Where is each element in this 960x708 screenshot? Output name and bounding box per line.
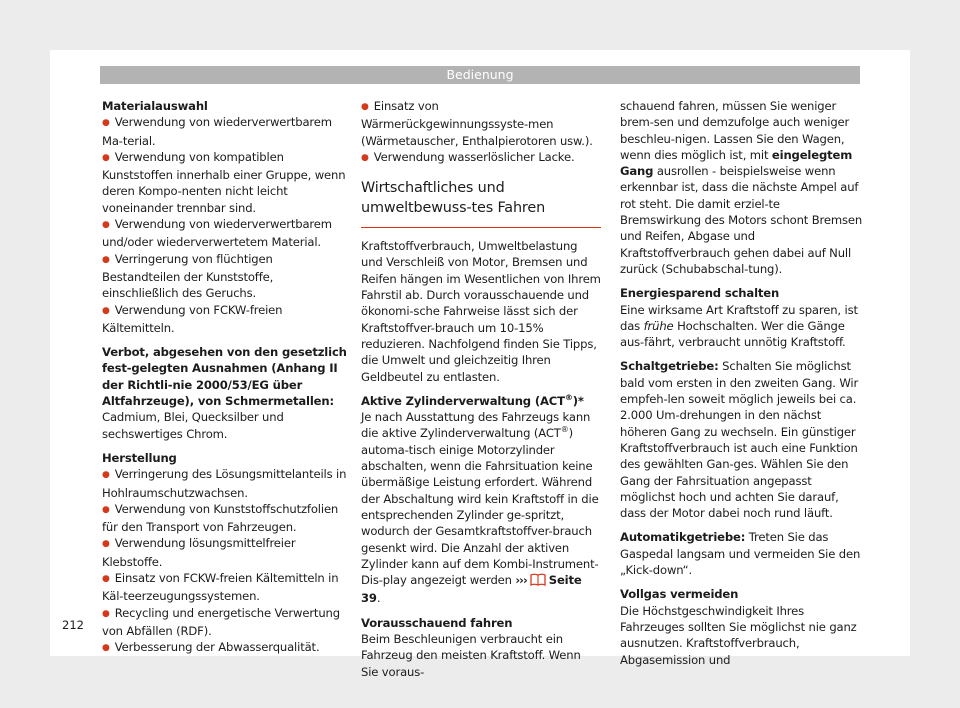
manual-text: Schalten Sie möglichst bald vom ersten in den zweiten Gang. Wir empfeh-len soweit möglich jeweils bei ca. 2.000 Um-drehungen in den nächst höheren Gang zu wechseln. Ein günstiger Kraftstoffverbrauch ist auch eine Funktion des gewählten Gan-ges. Wählen Sie den Gang der Fahrsituation angepasst möglichst hoch und achten Sie darauf, dass der Motor dabei noch rund läuft. [620,359,859,521]
coasting-paragraph [620,98,864,277]
manual-label: Schaltgetriebe: [620,359,719,374]
list-item: ● Verwendung von wiederverwertbarem und/oder wiederverwertetem Material. [102,216,348,251]
automatic-text: Treten Sie das Gaspedal langsam und vermeiden Sie den „Kick-down“. [620,530,861,578]
production-list [102,466,348,657]
act-paragraph [361,409,601,607]
act-heading-text: Aktive Zylinderverwaltung (ACT [361,393,565,408]
list-item: ● Verringerung des Lösungsmittelanteils in Hohlraumschutzwachsen. [102,466,348,501]
act-text-1: Je nach Ausstattung des Fahrzeugs kann die aktive Zylinderverwaltung (ACT [361,410,591,441]
list-item: ● Recycling und energetische Verwertung von Abfällen (RDF). [102,605,348,640]
coasting-bold: eingelegtem Gang [620,147,853,179]
intro-paragraph: Kraftstoffverbrauch, Umweltbelastung und Verschleiß von Motor, Bremsen und Reifen hängen im Wesentlichen von Ihrem Fahrstil ab. Durch vorausschauende und ökonomi-sche Fahrweise lässt sich der Kraftstoffver-brauch um 10-15% reduzieren. Nachfolgend finden Sie Tipps, die Umwelt und gleichzeitig Ihren Geldbeutel zu entlasten. [361,239,601,384]
list-item: ● Verwendung von kompatiblen Kunststoffen innerhalb einer Gruppe, wenn deren Kompo-nenten nicht leicht voneinander trennbar sind. [102,149,348,216]
list-item: ● Verringerung von flüchtigen Bestandteilen der Kunststoffe, einschließlich des Geruchs. [102,251,348,302]
heading-full-throttle: Vollgas vermeiden [620,587,739,602]
registered-mark: ® [564,393,573,402]
manual-paragraph [620,358,864,521]
page-reference-link[interactable]: Seite 39 [361,573,582,606]
column-right [620,98,864,676]
ref-end: . [376,591,381,606]
list-item: ● Verwendung von wiederverwertbarem Ma-terial. [102,114,348,149]
page-number: 212 [62,618,84,632]
forward-paragraph: Beim Beschleunigen verbraucht ein Fahrzeug den meisten Kraftstoff. Wenn Sie voraus- [361,632,581,679]
list-item: ● Verwendung lösungsmittelfreier Klebstoffe. [102,535,348,570]
section-title: Wirtschaftliches und umweltbewuss-tes Fahren [361,179,601,228]
energy-text-a: Eine wirksame Art Kraftstoff zu sparen, ist das [620,302,858,333]
list-item: ● Verwendung von Kunststoffschutzfolien für den Transport von Fahrzeugen. [102,501,348,536]
ban-paragraph [102,344,348,442]
heading-act [361,393,601,409]
heading-forward: Vorausschauend fahren [361,615,513,630]
registered-mark: ® [560,425,569,435]
coasting-text-b: ausrollen - beispielsweise wenn erkennbar ist, dass die nächste Ampel auf rot steht. Die damit erziel-te Bremswirkung des Motors schont Bremsen und Reifen, Abgase und Kraftstoffverbrauch gehen dabei auf Null zurück (Schubabschal-tung). [620,164,863,276]
act-heading-end: )* [572,393,584,408]
list-item: ● Einsatz von FCKW-freien Kältemitteln in Käl-teerzeugungssystemen. [102,570,348,605]
act-text-2: ) automa-tisch einige Motorzylinder abschalten, wenn die Fahrsituation keine übermäßige Leistung erfordert. Während der Abschaltung wird kein Kraftstoff in die entsprechenden Zylinder ge-spritzt, wodurch der Gesamtkraftstoffver-brauch gesenkt wird. Die Anzahl der aktiven Zylinder kann auf dem Kombi-Instrument-Dis-play angezeigt werden [361,426,599,588]
list-item: ● Einsatz von Wärmerückgewinnungssyste-men (Wärmetauscher, Enthalpierotoren usw.). [361,98,601,149]
energy-paragraph [620,302,864,351]
running-header [100,66,860,84]
reference-arrows: ››› [515,573,527,588]
heading-materialauswahl: Materialauswahl [102,99,208,113]
automatic-paragraph [620,529,864,578]
energy-italic: frühe [643,318,674,333]
list-item: ● Verbesserung der Abwasserqualität. [102,639,348,657]
full-throttle-paragraph: Die Höchstgeschwindigkeit Ihres Fahrzeuges sollten Sie möglichst nie ganz ausnutzen. Kraftstoffverbrauch, Abgasemission und [620,603,857,667]
heading-herstellung: Herstellung [102,450,177,465]
coasting-text-a: schauend fahren, müssen Sie weniger brem-sen und demzufolge auch weniger beschleu-nigen. Lassen Sie den Wagen, wenn dies möglich ist, mit [620,99,850,162]
column-middle [361,98,601,688]
energy-text-b: Hochschalten. Wer die Gänge aus-fährt, verbraucht unnötig Kraftstoff. [620,318,846,350]
heading-energy-shift: Energiesparend schalten [620,286,780,301]
ban-bold: Verbot, abgesehen von den gesetzlich fest-gelegten Ausnahmen (Anhang II der Richtli-nie 2000/53/EG über Altfahrzeuge), von Schmermetallen: [102,345,347,409]
list-item: ● Verwendung von FCKW-freien Kältemitteln. [102,302,348,337]
column-left [102,98,348,658]
book-icon [530,573,546,590]
automatic-label: Automatikgetriebe: [620,530,746,545]
ban-rest: Cadmium, Blei, Quecksilber und sechswertiges Chrom. [102,410,284,441]
list-item: ● Verwendung wasserlöslicher Lacke. [361,149,601,167]
running-header-title: Bedienung [446,67,514,82]
material-list [102,114,348,336]
